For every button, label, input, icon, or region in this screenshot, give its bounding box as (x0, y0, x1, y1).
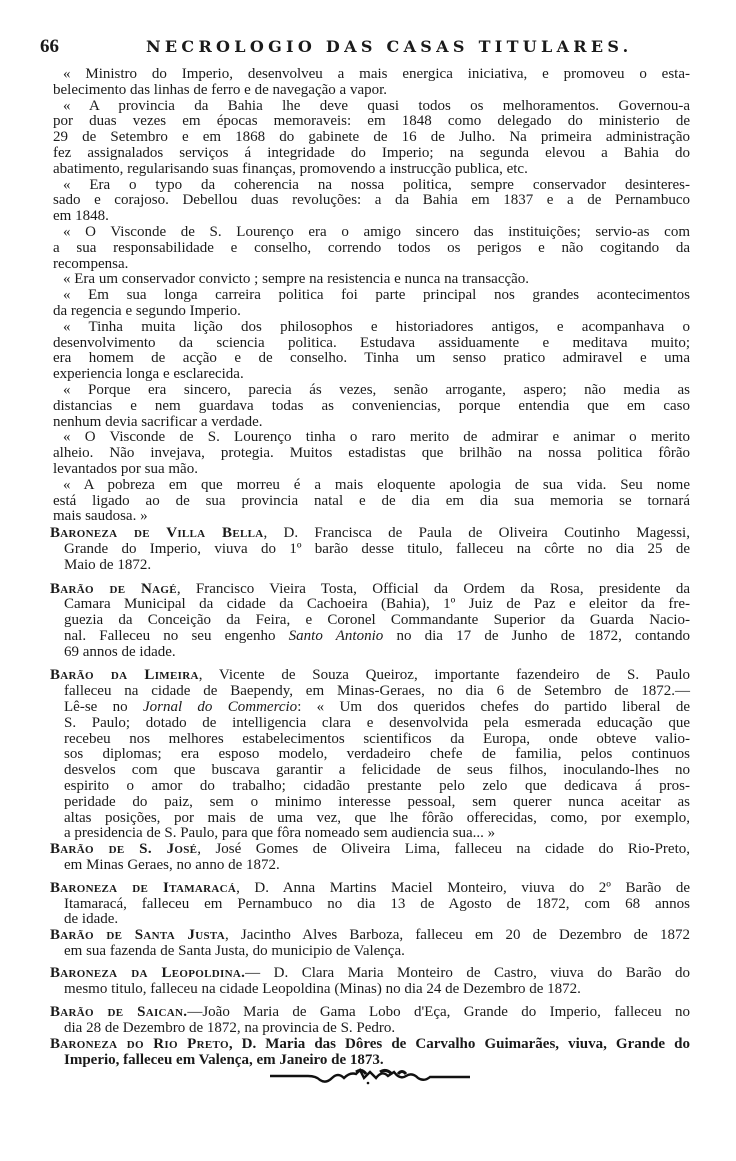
entry-title: Barão de Nagé (50, 580, 177, 597)
line-text: —João Maria de Gama Lobo d'Eça, Grande do Imperio, falleceu no (187, 1004, 691, 1021)
line-text: de idade. (64, 911, 119, 928)
line-text: belecimento das linhas de ferro e de navegação a vapor. (53, 81, 388, 98)
text-line (53, 446, 690, 462)
text-line (53, 613, 690, 629)
text-line (53, 763, 690, 779)
line-text: , José Gomes de Oliveira Lima, falleceu na cidade do Rio-Preto, (197, 841, 690, 858)
quote-paragraph (53, 67, 690, 99)
line-text: nenhum devia sacrificar a verdade. (53, 413, 263, 430)
text-line (53, 415, 690, 431)
line-text: « Porque era sincero, parecia ás vezes, senão arrogante, aspero; não media as (63, 381, 690, 398)
text-line (53, 716, 690, 732)
text-line (53, 542, 690, 558)
text-line (53, 320, 690, 336)
text-line (53, 288, 690, 304)
line-text: abatimento, regularisando suas finanças, promovendo a instrucção publica, etc. (53, 160, 528, 177)
page-number: 66 (40, 36, 59, 57)
line-text: « Tinha muita lição dos philosophos e historiadores antigos, e acompanhava o (63, 318, 690, 335)
line-text: em 1848. (53, 208, 109, 225)
line-text: da regencia e segundo Imperio. (53, 302, 241, 319)
line-text: a sua responsabilidade e conselho, correndo todos os perigos e não cogitando da (53, 239, 690, 256)
quote-paragraph (53, 178, 690, 225)
line-text: a presidencia de S. Paulo, para que fôra nomeado sem audiencia sua... » (64, 825, 496, 842)
obituary-entry (50, 1036, 690, 1069)
text-line (53, 912, 690, 928)
text-line (53, 225, 690, 241)
text-line (53, 67, 690, 83)
entry-title: Barão da Limeira (50, 667, 199, 684)
quote-paragraph (53, 383, 690, 430)
line-text: desvelos com que buscava garantir a felicidade de seus filhos, inoculando-lhes no (64, 762, 690, 779)
quote-paragraph (53, 430, 690, 477)
line-text: Grande do Imperio, viuva do 1º barão desse titulo, falleceu na côrte no dia 25 de (64, 540, 690, 557)
text-line (53, 178, 690, 194)
text-line (53, 645, 690, 661)
text-line (53, 1021, 690, 1037)
text-line (53, 162, 690, 178)
text-line (50, 582, 690, 598)
line-text: sado e corajoso. Debellou duas revoluções: a da Bahia em 1837 e a de Pernambuco (53, 192, 690, 209)
line-text: « Era o typo da coherencia na nossa politica, sempre conservador desinteres- (63, 176, 690, 193)
text-line (53, 83, 690, 99)
line-text: Itamaracá, falleceu em Pernambuco no dia 13 de Agosto de 1872, com 68 annos (64, 895, 690, 912)
line-text: guezia da Conceição da Feira, e Coronel Commandante Superior da Guarda Nacio- (64, 612, 690, 629)
text-line (50, 928, 690, 944)
line-text: « Era um conservador convicto ; sempre na resistencia e nunca na transacção. (63, 271, 530, 288)
text-line (53, 795, 690, 811)
line-text: fez assignalados serviços á integridade do Imperio; na segunda elevou a Bahia do (53, 144, 690, 161)
line-text: 69 annos de idade. (64, 643, 176, 660)
line-text: sos diplomas; era esposo modelo, verdadeiro chefe de familia, pelos continuos (64, 746, 690, 763)
text-line (53, 383, 690, 399)
text-line (53, 304, 690, 320)
text-line (50, 881, 690, 897)
text-line (53, 684, 690, 700)
entry-title: Baroneza de Villa Bella (50, 525, 264, 542)
entry-title: Baroneza do Rio Preto (50, 1036, 229, 1053)
line-text: 29 de Setembro e em 1868 do gabinete de 16 de Julho. Na primeira administração (53, 129, 690, 146)
quote-paragraph (53, 478, 690, 525)
entry-title: Barão de S. José (50, 841, 198, 858)
entry-title: Baroneza da Leopoldina. (50, 964, 246, 981)
line-text: recompensa. (53, 255, 129, 272)
obituary-entry (50, 841, 690, 874)
line-text: « A provincia da Bahia lhe deve quasi todos os melhoramentos. Governou-a (63, 97, 690, 114)
line-text: mesmo titulo, falleceu na cidade Leopoldina (Minas) no dia 24 de Dezembro de 1872. (64, 980, 581, 997)
text-line (50, 1005, 690, 1021)
text-line (53, 494, 690, 510)
text-line (53, 478, 690, 494)
text-line (53, 982, 690, 998)
text-line (53, 629, 690, 645)
text-line (50, 966, 690, 982)
italic-title: Jornal do Commercio (142, 699, 298, 716)
entry-title: Baroneza de Itamaracá (50, 879, 237, 896)
text-line (53, 114, 690, 130)
line-text: peridade do paiz, sem o minimo interesse pessoal, sem querer nunca aceitar as (64, 793, 690, 810)
line-text: mais saudosa. » (53, 508, 148, 525)
line-text: recebeu nos melhores estabelecimentos scientificos da Europa, onde obteve valio- (64, 730, 690, 747)
text-line (53, 146, 690, 162)
line-text: Camara Municipal da cidade da Cachoeira (Bahia), 1º Juiz de Paz e eleitor da fre- (64, 596, 690, 613)
line-text: « Ministro do Imperio, desenvolveu a mais energica iniciativa, e promoveu o esta- (63, 66, 690, 82)
text-line (53, 558, 690, 574)
line-text: falleceu na cidade de Baependy, em Minas-Geraes, no dia 6 de Setembro de 1872.— (64, 683, 690, 700)
text-line (53, 399, 690, 415)
line-text: « O Visconde de S. Lourenço era o amigo sincero das instituições; servio-as com (63, 223, 690, 240)
line-text: , Vicente de Souza Queiroz, importante fazendeiro de S. Paulo (198, 667, 690, 684)
line-text: Maio de 1872. (64, 556, 152, 573)
quote-paragraph (53, 288, 690, 320)
text-line (50, 842, 690, 858)
line-text: distancias e nem guardava todas as conveniencias, porque entendia que em caso (53, 397, 690, 414)
text-line (53, 257, 690, 273)
text-segment: : « Um dos queridos chefes do partido liberal de (297, 699, 690, 716)
line-text: « Em sua longa carreira politica foi parte principal nos grandes acontecimentos (63, 287, 690, 304)
obituary-entry (50, 525, 690, 573)
text-segment: Lê-se no (64, 699, 143, 716)
text-line (53, 858, 690, 874)
text-line (53, 430, 690, 446)
text-line (53, 193, 690, 209)
text-segment: no dia 17 de Junho de 1872, contando (383, 627, 690, 644)
line-text: , D. Maria das Dôres de Carvalho Guimarães, viuva, Grande do (228, 1036, 690, 1053)
line-text: , Francisco Vieira Tosta, Official da Ordem da Rosa, presidente da (176, 580, 691, 597)
quote-paragraph (53, 272, 690, 288)
text-line (53, 779, 690, 795)
text-line (53, 462, 690, 478)
line-text: , D. Anna Martins Maciel Monteiro, viuva do 2º Barão de (236, 879, 690, 896)
line-text: Imperio, falleceu em Valença, em Janeiro de 1873. (64, 1051, 384, 1068)
text-line (53, 241, 690, 257)
line-text: levantados por sua mão. (53, 460, 198, 477)
line-text: espirito o amor do trabalho; cidadão prestante pelo zelo que dedicava á pros- (64, 778, 690, 795)
text-line (53, 336, 690, 352)
tailpiece-ornament-icon (268, 1066, 472, 1086)
body-text (50, 66, 691, 1069)
line-text: S. Paulo; dotado de intelligencia clara e desenvolvida pela esmerada educação que (64, 714, 690, 731)
text-line (53, 130, 690, 146)
text-line (53, 509, 690, 525)
entry-title: Barão de Saican. (50, 1004, 188, 1021)
text-line (50, 1037, 690, 1053)
text-line (53, 732, 690, 748)
text-line (53, 351, 690, 367)
text-line (50, 668, 690, 684)
text-line (53, 944, 690, 960)
text-line (50, 526, 690, 542)
entry-title: Barão de Santa Justa (50, 927, 225, 944)
line-text: em sua fazenda de Santa Justa, do municipio de Valença. (64, 943, 405, 960)
line-text: « A pobreza em que morreu é a mais eloquente apologia de sua vida. Seu nome (63, 476, 690, 493)
line-text: por duas vezes em épocas memoraveis: em 1848 como delegado do ministerio de (53, 113, 690, 130)
text-line (53, 826, 690, 842)
text-line (53, 272, 690, 288)
obituary-entry (50, 1004, 691, 1037)
text-line (53, 99, 690, 115)
obituary-entry (50, 964, 690, 998)
line-text: desenvolvimento da sciencia politica. Estudava assiduamente e meditava muito; (53, 334, 690, 351)
text-line (53, 700, 690, 716)
line-text: « O Visconde de S. Lourenço tinha o raro merito de admirar e animar o merito (63, 429, 690, 446)
line-text: era homem de acção e de conselho. Tinha um senso pratico admiravel e uma (53, 350, 690, 367)
line-text: , D. Francisca de Paula de Oliveira Coutinho Magessi, (263, 525, 690, 542)
obituary-entry (50, 667, 690, 842)
text-line (53, 811, 690, 827)
italic-title: Santo Antonio (288, 627, 384, 644)
text-segment: nal. Falleceu no seu engenho (64, 627, 289, 644)
line-text: , Jacintho Alves Barboza, falleceu em 20 de Dezembro de 1872 (224, 927, 690, 944)
text-line (53, 209, 690, 225)
running-title: NECROLOGIO DAS CASAS TITULARES. (146, 37, 633, 56)
line-text: alheio. Não invejava, protegia. Muitos estadistas que brilhão na nossa politica fôrão (53, 445, 690, 462)
quote-paragraph (53, 225, 690, 272)
line-text: altas posições, por mais de uma vez, que lhe fôrão offerecidas, como, por exemplo, (64, 809, 690, 826)
line-text: experiencia longa e esclarecida. (53, 366, 244, 383)
obituary-entry (50, 927, 690, 960)
line-text: dia 28 de Dezembro de 1872, na provincia de S. Pedro. (64, 1020, 396, 1037)
obituary-entry (50, 879, 690, 928)
text-line (53, 747, 690, 763)
obituary-entry (50, 580, 691, 661)
text-line (53, 367, 690, 383)
text-line (53, 897, 690, 913)
quote-paragraph (53, 99, 690, 178)
line-text: em Minas Geraes, no anno de 1872. (64, 857, 280, 874)
line-text: — D. Clara Maria Monteiro de Castro, viuva do Barão do (245, 964, 690, 981)
line-text: está ligado ao de sua provincia natal e de dia em dia sua memoria se tornará (53, 492, 690, 509)
quote-paragraph (53, 320, 690, 383)
text-line (53, 597, 690, 613)
